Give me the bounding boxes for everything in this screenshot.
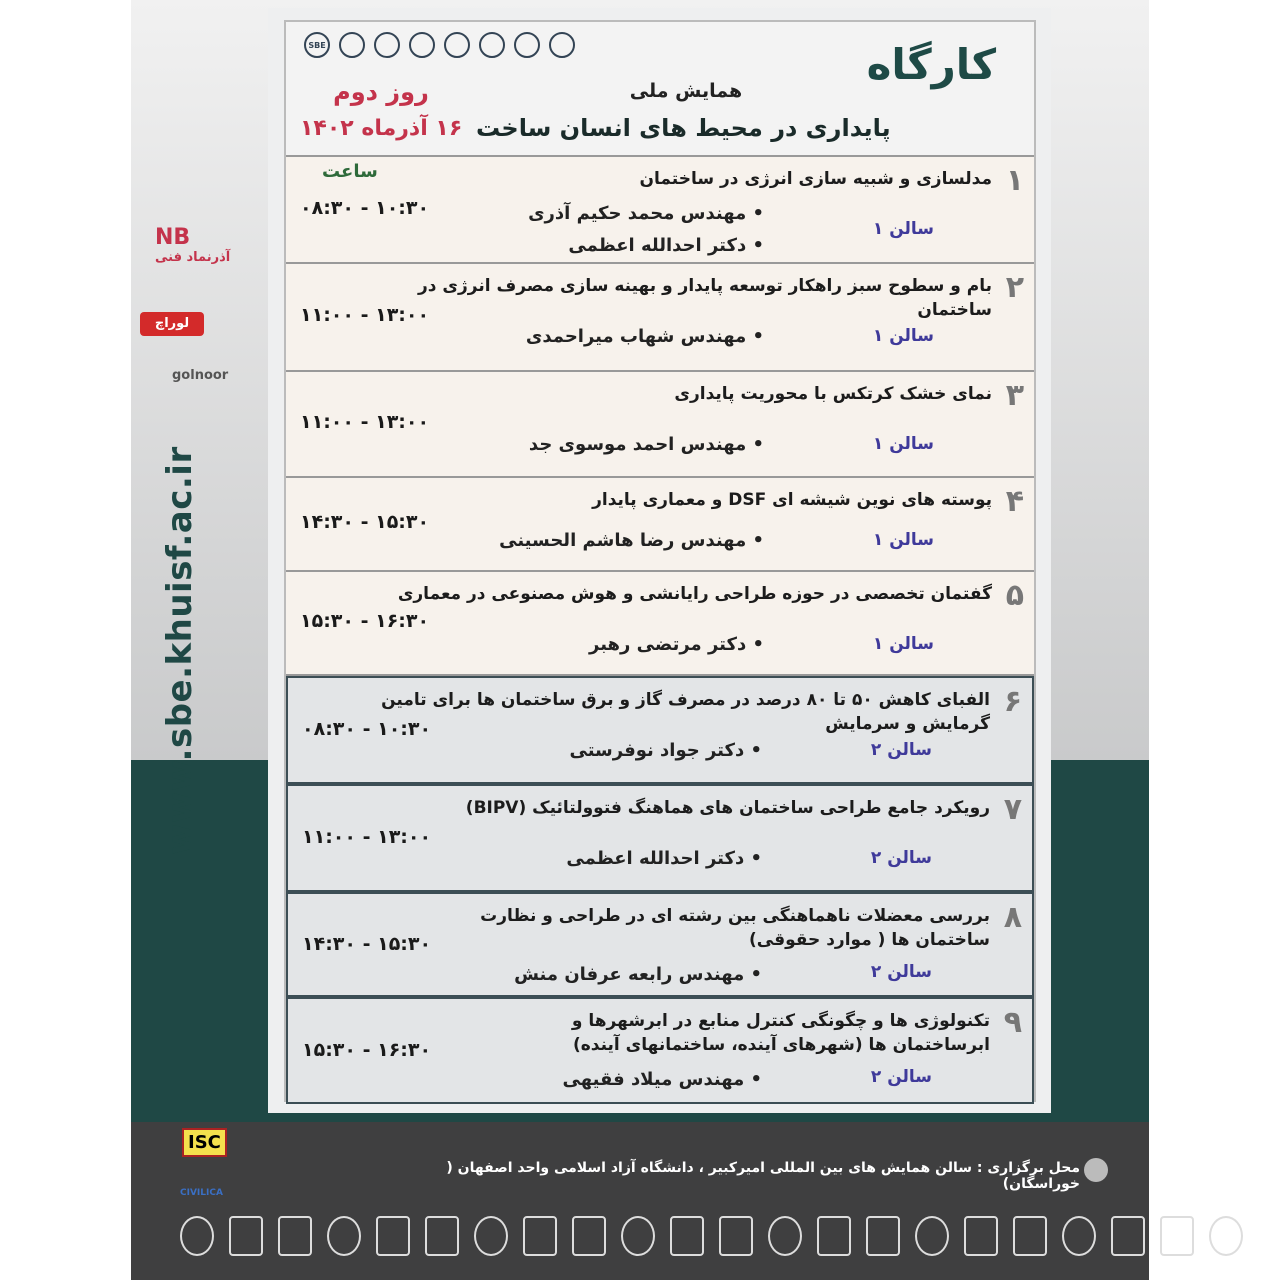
sponsor-logo-lorach: لوراچ <box>140 312 204 336</box>
workshop-number: ۶ <box>1003 684 1022 719</box>
workshop-row <box>286 784 1034 892</box>
partner-logo <box>523 1216 557 1256</box>
isc-logo: ISC <box>182 1128 227 1157</box>
location-icon <box>1084 1158 1108 1182</box>
partner-logos <box>180 1216 1243 1256</box>
workshop-title: نمای خشک کرتکس با محوریت پایداری <box>674 384 992 404</box>
workshop-title: پوسته های نوین شیشه ای DSF و معماری پایدار <box>592 490 992 510</box>
speaker-name: • دکتر احدالله اعظمی <box>568 235 764 256</box>
workshop-number: ۹ <box>1003 1005 1022 1040</box>
partner-logo <box>474 1216 508 1256</box>
speaker-name: • مهندس میلاد فقیهی <box>562 1069 762 1090</box>
hall-label: سالن ۱ <box>872 326 934 346</box>
time-range: ۱۵:۳۰ - ۱۶:۳۰ <box>302 1038 432 1061</box>
partner-logo <box>1111 1216 1145 1256</box>
workshop-number: ۲ <box>1005 270 1024 305</box>
partner-logo <box>817 1216 851 1256</box>
workshop-title: رویکرد جامع طراحی ساختمان های هماهنگ فتوولتائیک (BIPV) <box>465 798 990 818</box>
hall-label: سالن ۲ <box>870 962 932 982</box>
partner-logo <box>425 1216 459 1256</box>
hall-label: سالن ۲ <box>870 1067 932 1087</box>
organizer-logo <box>339 32 365 58</box>
hall-label: سالن ۱ <box>872 434 934 454</box>
page-title: کارگاه <box>866 40 996 89</box>
workshop-row <box>286 478 1034 572</box>
header <box>286 22 1034 157</box>
partner-logo <box>327 1216 361 1256</box>
partner-logo <box>376 1216 410 1256</box>
time-range: ۱۱:۰۰ - ۱۳:۰۰ <box>300 411 430 433</box>
workshop-row <box>286 372 1034 478</box>
partner-logo <box>1062 1216 1096 1256</box>
workshop-row <box>286 676 1034 784</box>
partner-logo <box>964 1216 998 1256</box>
speaker-name: • مهندس محمد حکیم آذری <box>528 203 764 224</box>
partner-logo <box>1013 1216 1047 1256</box>
workshop-number: ۵ <box>1005 578 1024 613</box>
time-range: ۱۱:۰۰ - ۱۳:۰۰ <box>300 304 430 326</box>
hall-label: سالن ۲ <box>870 848 932 868</box>
workshop-number: ۳ <box>1005 378 1024 413</box>
civilica-logo: CIVILICA <box>180 1188 223 1198</box>
conference-name: پایداری در محیط های انسان ساخت <box>476 114 891 142</box>
hall-label: سالن ۱ <box>872 634 934 654</box>
workshop-number: ۱ <box>1005 163 1024 198</box>
partner-logo <box>1160 1216 1194 1256</box>
time-range: ۱۴:۳۰ - ۱۵:۳۰ <box>302 932 432 955</box>
partner-logo <box>670 1216 704 1256</box>
speaker-name: • دکتر احدالله اعظمی <box>566 848 762 869</box>
workshop-number: ۷ <box>1003 792 1022 827</box>
date-label: ۱۶ آذرماه ۱۴۰۲ <box>300 116 463 141</box>
conference-label: همایش ملی <box>629 80 743 102</box>
workshop-title: الفبای کاهش ۵۰ تا ۸۰ درصد در مصرف گاز و برق ساختمان ها برای تامین گرمایش و سرمایش <box>381 690 990 734</box>
workshop-number: ۴ <box>1005 484 1024 519</box>
hall-label: سالن ۱ <box>872 530 934 550</box>
sponsor-logo-nb: NB <box>155 225 191 250</box>
partner-logo <box>915 1216 949 1256</box>
time-range: ۱۱:۰۰ - ۱۳:۰۰ <box>302 826 432 848</box>
organizer-logo <box>549 32 575 58</box>
speaker-name: • مهندس شهاب میراحمدی <box>525 326 764 347</box>
time-range: ۰۸:۳۰ - ۱۰:۳۰ <box>300 196 430 219</box>
workshop-row <box>286 264 1034 372</box>
workshop-title: گفتمان تخصصی در حوزه طراحی رایانشی و هوش مصنوعی در معماری <box>397 584 992 604</box>
workshop-row <box>286 892 1034 997</box>
organizer-logo <box>409 32 435 58</box>
speaker-name: • مهندس احمد موسوی جد <box>528 434 764 455</box>
organizer-logo <box>444 32 470 58</box>
organizer-logo <box>479 32 505 58</box>
workshop-number: ۸ <box>1003 900 1022 935</box>
workshop-row <box>286 572 1034 676</box>
partner-logo <box>621 1216 655 1256</box>
speaker-name: • مهندس رضا هاشم الحسینی <box>499 530 764 551</box>
speaker-name: • دکتر مرتضی رهبر <box>589 634 764 655</box>
venue-text: محل برگزاری : سالن همایش های بین المللی امیرکبیر ، دانشگاه آزاد اسلامی واحد اصفهان ( خوراسگان) <box>446 1160 1080 1192</box>
hall-label: سالن ۱ <box>872 219 934 239</box>
partner-logo <box>278 1216 312 1256</box>
day-label: روز دوم <box>333 78 429 106</box>
workshop-row <box>286 157 1034 264</box>
sbe-logo: SBE <box>304 32 330 58</box>
workshop-title: بام و سطوح سبز راهکار توسعه پایدار و بهینه سازی مصرف انرژی در ساختمان <box>417 276 992 320</box>
time-header: ساعت <box>322 161 378 182</box>
hall-label: سالن ۲ <box>870 740 932 760</box>
partner-logo <box>1209 1216 1243 1256</box>
speaker-name: • مهندس رابعه عرفان منش <box>514 964 762 985</box>
time-range: ۰۸:۳۰ - ۱۰:۳۰ <box>302 718 432 740</box>
workshop-title: تکنولوژی ها و چگونگی کنترل منابع در ابرشهرها و ابرساختمان ها (شهرهای آینده، ساختمانهای آینده) <box>571 1011 990 1055</box>
time-range: ۱۵:۳۰ - ۱۶:۳۰ <box>300 610 430 632</box>
organizer-logo <box>514 32 540 58</box>
workshop-row <box>286 997 1034 1104</box>
sponsor-logo-golnoor: golnoor <box>172 368 229 383</box>
workshop-title: مدلسازی و شبیه سازی انرژی در ساختمان <box>639 169 992 189</box>
partner-logo <box>572 1216 606 1256</box>
schedule-table <box>284 20 1036 1102</box>
time-range: ۱۴:۳۰ - ۱۵:۳۰ <box>300 511 430 533</box>
partner-logo <box>719 1216 753 1256</box>
partner-logo <box>866 1216 900 1256</box>
organizer-logo <box>374 32 400 58</box>
partner-logo <box>180 1216 214 1256</box>
website-url[interactable]: www.sbe.khuisf.ac.ir <box>160 446 200 855</box>
organizer-logos <box>304 32 575 58</box>
partner-logo <box>229 1216 263 1256</box>
workshop-title: بررسی معضلات ناهماهنگی بین رشته ای در طراحی و نظارت ساختمان ها ( موارد حقوقی) <box>480 906 990 950</box>
partner-logo <box>768 1216 802 1256</box>
sponsor-logo-azarnamad: آذرنماد فنی <box>155 250 231 265</box>
speaker-name: • دکتر جواد نوفرستی <box>569 740 762 761</box>
